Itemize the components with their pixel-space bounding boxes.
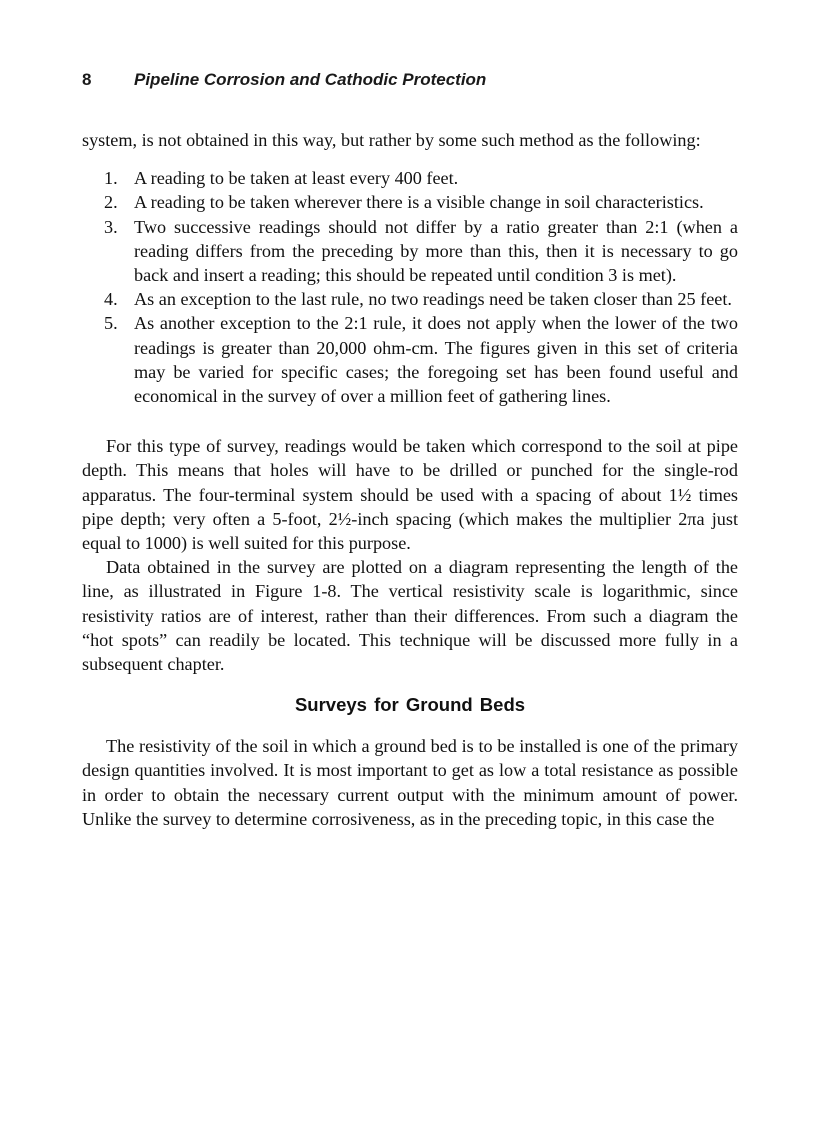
data-plotted-paragraph: Data obtained in the survey are plotted on a diagram representing the length of the line, as illustrated in Figure 1-8. The vertical resistivity scale is logarithmic, since resistivity ratios are of interest, rather than their differences. From such a diagram the “hot spots” can readily be located. This technique will be discussed more fully in a subsequent chapter. [82, 557, 738, 675]
list-item-number: 4. [104, 289, 118, 310]
running-head [82, 70, 738, 96]
list-item-number: 3. [104, 216, 118, 237]
criteria-list [82, 166, 738, 408]
list-item-text: As another exception to the 2:1 rule, it does not apply when the lower of the two readings is greater than 20,000 ohm-cm. The figures given in this set of criteria may be varied for specific cases; the foregoing set has been found useful and economical in the survey of over a million feet of gathering lines. [134, 313, 738, 407]
list-item [104, 311, 738, 408]
pipe-depth-paragraph: For this type of survey, readings would be taken which correspond to the soil at pipe depth. This means that holes will have to be drilled or punched for the single-rod apparatus. The four-terminal system should be used with a spacing of about 1½ times pipe depth; very often a 5-foot, 2½-inch spacing (which makes the multiplier 2πa just equal to 1000) is well suited for this purpose. [82, 436, 738, 554]
list-item-text: Two successive readings should not differ by a ratio greater than 2:1 (when a reading differs from the preceding by more than this, then it is necessary to go back and insert a reading; this should be repeated until condition 3 is met). [134, 216, 738, 286]
list-item-number: 5. [104, 313, 118, 334]
list-item-text: A reading to be taken wherever there is a visible change in soil characteristics. [134, 192, 704, 213]
page-number: 8 [82, 70, 92, 89]
list-item-number: 1. [104, 168, 118, 189]
list-item [104, 166, 738, 190]
list-item-text: A reading to be taken at least every 400 feet. [134, 168, 459, 189]
book-page [82, 70, 738, 831]
list-item-number: 2. [104, 192, 118, 213]
list-item [104, 190, 738, 214]
list-item [104, 287, 738, 311]
list-item-text: As an exception to the last rule, no two readings need be taken closer than 25 feet. [134, 289, 732, 310]
running-head-title: Pipeline Corrosion and Cathodic Protection [134, 70, 487, 89]
opening-paragraph: system, is not obtained in this way, but rather by some such method as the following: [82, 130, 701, 150]
ground-beds-paragraph: The resistivity of the soil in which a ground bed is to be installed is one of the primary design quantities involved. It is most important to get as low a total resistance as possible in order to obtain the necessary current output with the minimum amount of power. Unlike the survey to determine corrosiveness, as in the preceding topic, in this case the [82, 736, 738, 829]
list-item [104, 215, 738, 288]
section-heading: Surveys for Ground Beds [294, 694, 526, 716]
